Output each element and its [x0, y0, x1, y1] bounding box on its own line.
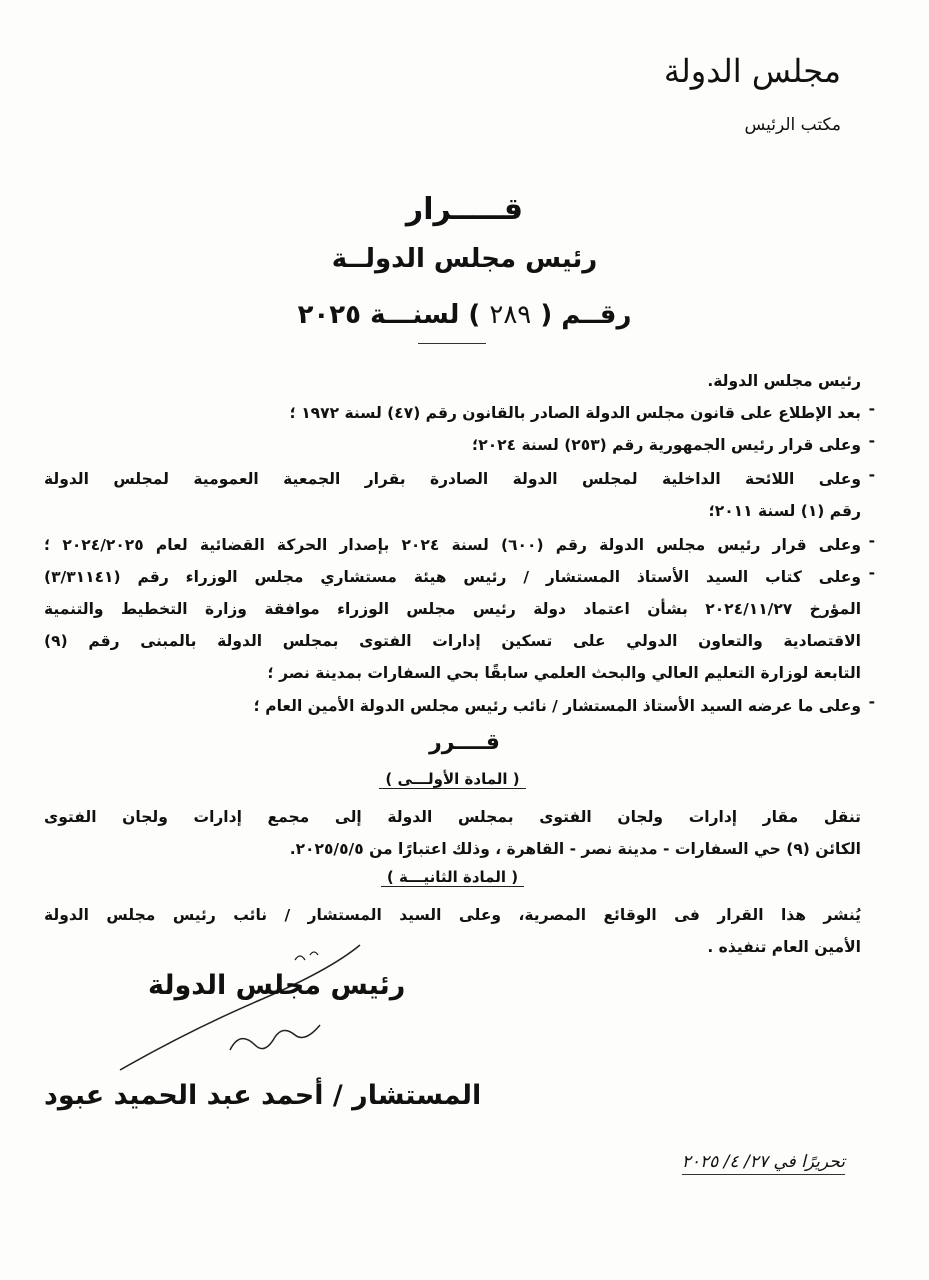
article-2-line: يُنشر هذا القرار فى الوقائع المصرية، وعلى السيد المستشار / نائب رئيس مجلس الدولة	[44, 906, 861, 924]
article-1-line: الكائن (٩) حي السفارات - مدينة نصر - القاهرة ، وذلك اعتبارًا من ٢٠٢٥/٥/٥.	[289, 840, 861, 858]
decision-number	[0, 300, 929, 330]
decision-heading: قــــرر	[429, 730, 500, 755]
document-title: قـــــرار	[405, 192, 524, 227]
bullet: -	[868, 466, 875, 484]
preamble-line: المؤرخ ٢٠٢٤/١١/٢٧ بشأن اعتماد دولة رئيس مجلس الوزراء موافقة وزارة التخطيط والتنمية	[44, 600, 862, 618]
title-underline	[418, 343, 486, 344]
signatory-name: المستشار / أحمد عبد الحميد عبود	[44, 1080, 482, 1111]
preamble-line: وعلى قرار رئيس الجمهورية رقم (٢٥٣) لسنة ٢٠٢٤؛	[472, 436, 861, 454]
preamble-opening: رئيس مجلس الدولة.	[707, 372, 861, 390]
number-prefix: رقــم (	[540, 300, 632, 330]
issuer-title: رئيس مجلس الدولــة	[331, 244, 598, 274]
article-2-line: الأمين العام تنفيذه .	[707, 938, 861, 956]
bullet: -	[868, 532, 875, 550]
organization-name: مجلس الدولة	[663, 52, 841, 90]
handwritten-signature	[110, 940, 370, 1080]
preamble	[44, 368, 875, 715]
article-2-title	[44, 868, 861, 886]
article-1-line: تنقل مقار إدارات ولجان الفتوى بمجلس الدولة إلى مجمع إدارات ولجان الفتوى	[44, 808, 861, 826]
preamble-line: رقم (١) لسنة ٢٠١١؛	[708, 502, 861, 520]
article-1-title	[44, 770, 861, 788]
preamble-line: التابعة لوزارة التعليم العالي والبحث العلمي سابقًا بحي السفارات بمدينة نصر ؛	[267, 664, 861, 682]
article-1-title-text: ( المادة الأولـــى )	[379, 770, 525, 789]
preamble-line: وعلى اللائحة الداخلية لمجلس الدولة الصادرة بقرار الجمعية العمومية لمجلس الدولة	[44, 470, 861, 488]
number-suffix: ) لسنـــة ٢٠٢٥	[297, 300, 481, 330]
article-2-title-text: ( المادة الثانيـــة )	[381, 868, 524, 887]
bullet: -	[868, 564, 875, 582]
preamble-line: الاقتصادية والتعاون الدولي على تسكين إدارات الفتوى بمجلس الدولة بالمبنى رقم (٩)	[44, 632, 861, 650]
number-value: ٢٨٩	[489, 300, 532, 330]
bullet: -	[868, 432, 875, 450]
preamble-line: وعلى ما عرضه السيد الأستاذ المستشار / نائب رئيس مجلس الدولة الأمين العام ؛	[253, 697, 861, 715]
bullet: -	[868, 693, 875, 711]
bullet: -	[868, 400, 875, 418]
issue-date: تحريرًا في ٢٧/ ٤/ ٢٠٢٥	[682, 1152, 845, 1175]
preamble-line: وعلى قرار رئيس مجلس الدولة رقم (٦٠٠) لسنة ٢٠٢٤ بإصدار الحركة القضائية لعام ٢٠٢٤/٢٠٢٥ ؛	[44, 536, 861, 554]
preamble-line: وعلى كتاب السيد الأستاذ المستشار / رئيس هيئة مستشاري مجلس الوزراء رقم (٣/٣١١٤١)	[44, 568, 861, 586]
preamble-line: بعد الإطلاع على قانون مجلس الدولة الصادر بالقانون رقم (٤٧) لسنة ١٩٧٢ ؛	[289, 404, 861, 422]
signatory-title: رئيس مجلس الدولة	[148, 970, 406, 1001]
office-name: مكتب الرئيس	[744, 115, 841, 135]
